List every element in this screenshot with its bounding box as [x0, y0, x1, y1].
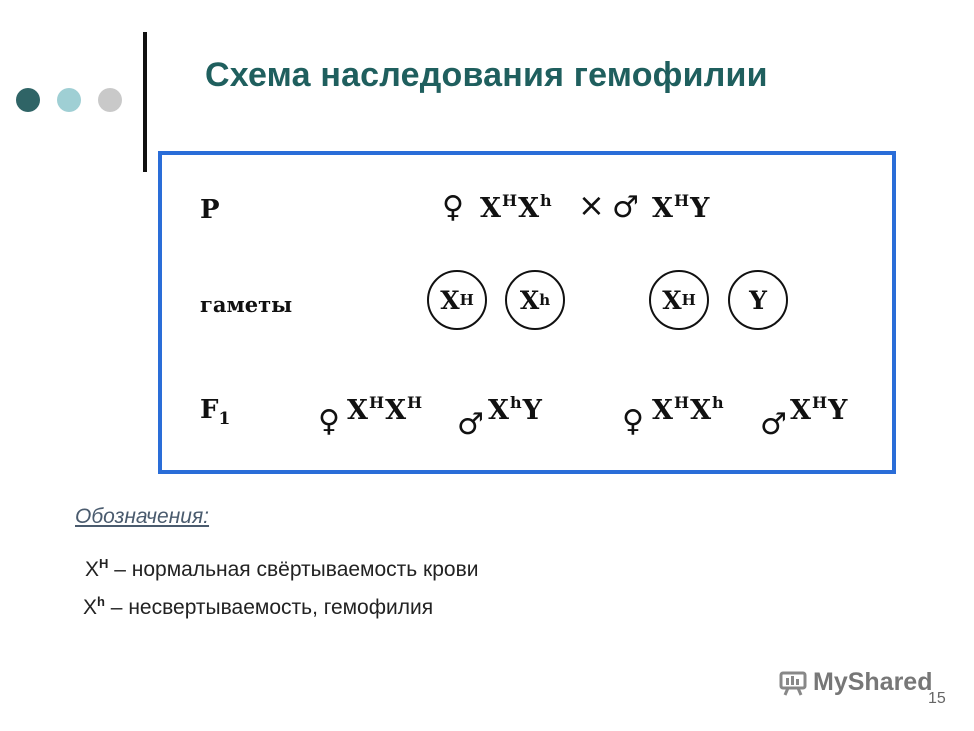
parent-male-genotype: $X^HY$ — [652, 191, 710, 224]
presentation-board-icon — [779, 670, 807, 696]
offspring-genotype: $X^HY$ — [790, 393, 848, 426]
watermark-text: MyShared — [813, 668, 933, 696]
page-number: 15 — [928, 690, 946, 707]
decor-dot-gray — [98, 88, 122, 112]
legend-title: Обозначения: — [75, 505, 210, 528]
female-symbol-icon: ♀ — [318, 404, 340, 439]
legend-item: $X^H$ – нормальная свёртываемость крови — [85, 556, 479, 581]
row-label-gametes: гаметы — [200, 292, 293, 317]
offspring-genotype: $X^HX^H$ — [347, 393, 423, 426]
male-symbol-icon: ♂ — [760, 407, 787, 442]
offspring-genotype: $X^HX^h$ — [652, 393, 724, 426]
row-label-f1: $F_1$ — [200, 395, 231, 429]
cross-symbol-icon: × — [578, 186, 605, 224]
female-symbol-icon: ♀ — [442, 190, 464, 225]
male-symbol-icon: ♂ — [612, 190, 639, 225]
male-symbol-icon: ♂ — [457, 407, 484, 442]
decor-dot-light-teal — [57, 88, 81, 112]
gamete-circle: X h — [505, 270, 565, 330]
row-label-p: P — [200, 195, 220, 225]
decor-vertical-line — [143, 32, 147, 172]
legend-item: $X^h$ – несвертываемость, гемофилия — [83, 594, 434, 619]
gamete-circle: X H — [427, 270, 487, 330]
gamete-circle: Y — [728, 270, 788, 330]
offspring-genotype: $X^hY$ — [488, 393, 542, 426]
watermark — [779, 668, 932, 697]
inheritance-scheme — [158, 151, 896, 474]
female-symbol-icon: ♀ — [622, 404, 644, 439]
slide-title: Схема наследования гемофилии — [205, 56, 768, 94]
decor-dot-dark — [16, 88, 40, 112]
gamete-circle: X H — [649, 270, 709, 330]
parent-female-genotype: $X^HX^h$ — [480, 191, 552, 224]
